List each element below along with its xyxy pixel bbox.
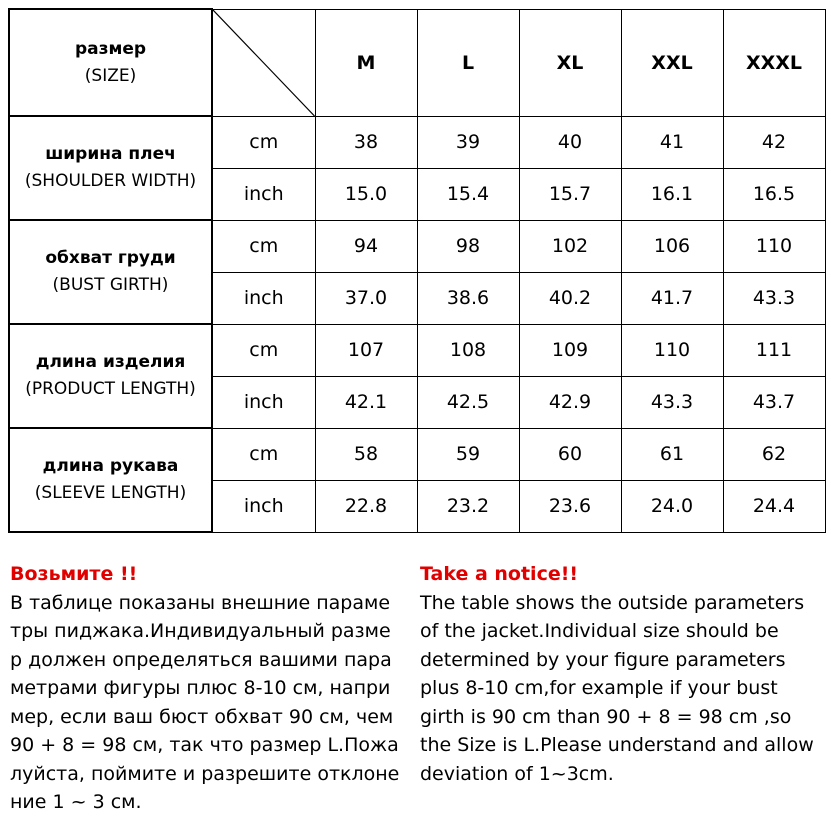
unit-inch: inch	[212, 168, 315, 220]
table-cell: 108	[417, 324, 519, 376]
row-label-product-length	[9, 324, 212, 428]
notice-english	[420, 560, 825, 788]
table-cell: 37.0	[315, 272, 417, 324]
table-cell: 98	[417, 220, 519, 272]
size-header-row	[9, 9, 825, 116]
unit-cm: cm	[212, 324, 315, 376]
table-row-bust-cm	[9, 220, 825, 272]
table-cell: 15.7	[519, 168, 621, 220]
table-cell: 111	[723, 324, 825, 376]
table-cell: 42	[723, 116, 825, 168]
table-cell: 62	[723, 428, 825, 480]
notice-line: р должен определяться вашими пара	[10, 648, 392, 671]
size-header-xxl: XXL	[621, 9, 723, 116]
unit-cm: cm	[212, 220, 315, 272]
table-cell: 102	[519, 220, 621, 272]
row-label-en: (SLEEVE LENGTH)	[34, 483, 187, 503]
unit-cm: cm	[212, 116, 315, 168]
row-label-en: (PRODUCT LENGTH)	[25, 379, 196, 399]
table-cell: 42.9	[519, 376, 621, 428]
notice-body-en: The table shows the outside parameters of the jacket.Individual size should be determined by your figure parameters plus 8-10 cm,for example if your bust girth is 90 cm than 90 + 8 = 98 cm ,so the Size is L.Please understand and allow deviation of 1~3cm.	[420, 591, 814, 785]
table-row-sleeve-cm	[9, 428, 825, 480]
row-label-ru: длина изделия	[35, 352, 186, 372]
notice-line: 90 + 8 = 98 см, так что размер L.Пожа	[10, 734, 399, 756]
table-cell: 58	[315, 428, 417, 480]
table-cell: 110	[723, 220, 825, 272]
row-label-ru: длина рукава	[42, 456, 179, 476]
diagonal-line	[213, 10, 315, 116]
size-header-xl: XL	[519, 9, 621, 116]
table-cell: 23.2	[417, 480, 519, 532]
row-label-en: (SHOULDER WIDTH)	[24, 171, 197, 191]
table-cell: 38	[315, 116, 417, 168]
table-cell: 94	[315, 220, 417, 272]
size-label-ru: размер	[74, 38, 147, 59]
table-cell: 61	[621, 428, 723, 480]
table-cell: 24.4	[723, 480, 825, 532]
notice-line: ние 1 ~ 3 см.	[10, 791, 142, 813]
row-label-ru: обхват груди	[45, 248, 176, 268]
unit-inch: inch	[212, 376, 315, 428]
size-label-en: (SIZE)	[84, 65, 137, 86]
notice-body-ru	[10, 589, 410, 817]
table-cell: 106	[621, 220, 723, 272]
notice-line: В таблице показаны внешние параме	[10, 591, 391, 614]
diagonal-corner-cell	[212, 9, 315, 116]
table-row-shoulder-cm	[9, 116, 825, 168]
table-cell: 40.2	[519, 272, 621, 324]
row-label-ru: ширина плеч	[45, 144, 176, 164]
table-cell: 43.7	[723, 376, 825, 428]
table-cell: 40	[519, 116, 621, 168]
table-cell: 24.0	[621, 480, 723, 532]
unit-cm: cm	[212, 428, 315, 480]
table-cell: 39	[417, 116, 519, 168]
unit-inch: inch	[212, 272, 315, 324]
size-label-cell	[9, 9, 212, 116]
notice-line: луйста, поймите и разрешите отклоне	[10, 762, 400, 785]
table-cell: 110	[621, 324, 723, 376]
table-cell: 109	[519, 324, 621, 376]
table-cell: 15.4	[417, 168, 519, 220]
notice-russian	[10, 560, 410, 817]
size-header-l: L	[417, 9, 519, 116]
table-cell: 41.7	[621, 272, 723, 324]
table-cell: 16.5	[723, 168, 825, 220]
notice-line: мер, если ваш бюст обхват 90 см, чем	[10, 705, 394, 728]
table-row-length-cm	[9, 324, 825, 376]
size-header-m: M	[315, 9, 417, 116]
notice-line: метрами фигуры плюс 8-10 см, напри	[10, 677, 391, 699]
notice-line: тры пиджака.Индивидуальный разме	[10, 620, 391, 642]
size-chart-table	[8, 8, 826, 533]
notice-title-en: Take a notice!!	[420, 563, 579, 585]
notice-title-ru: Возьмите !!	[10, 563, 138, 585]
table-cell: 15.0	[315, 168, 417, 220]
row-label-sleeve-length	[9, 428, 212, 532]
row-label-shoulder-width	[9, 116, 212, 220]
table-cell: 23.6	[519, 480, 621, 532]
table-cell: 59	[417, 428, 519, 480]
table-cell: 41	[621, 116, 723, 168]
table-cell: 42.5	[417, 376, 519, 428]
table-cell: 38.6	[417, 272, 519, 324]
table-cell: 42.1	[315, 376, 417, 428]
row-label-en: (BUST GIRTH)	[52, 275, 169, 295]
table-cell: 43.3	[621, 376, 723, 428]
table-cell: 60	[519, 428, 621, 480]
table-cell: 16.1	[621, 168, 723, 220]
unit-inch: inch	[212, 480, 315, 532]
table-cell: 107	[315, 324, 417, 376]
size-header-xxxl: XXXL	[723, 9, 825, 116]
table-cell: 22.8	[315, 480, 417, 532]
row-label-bust-girth	[9, 220, 212, 324]
table-cell: 43.3	[723, 272, 825, 324]
